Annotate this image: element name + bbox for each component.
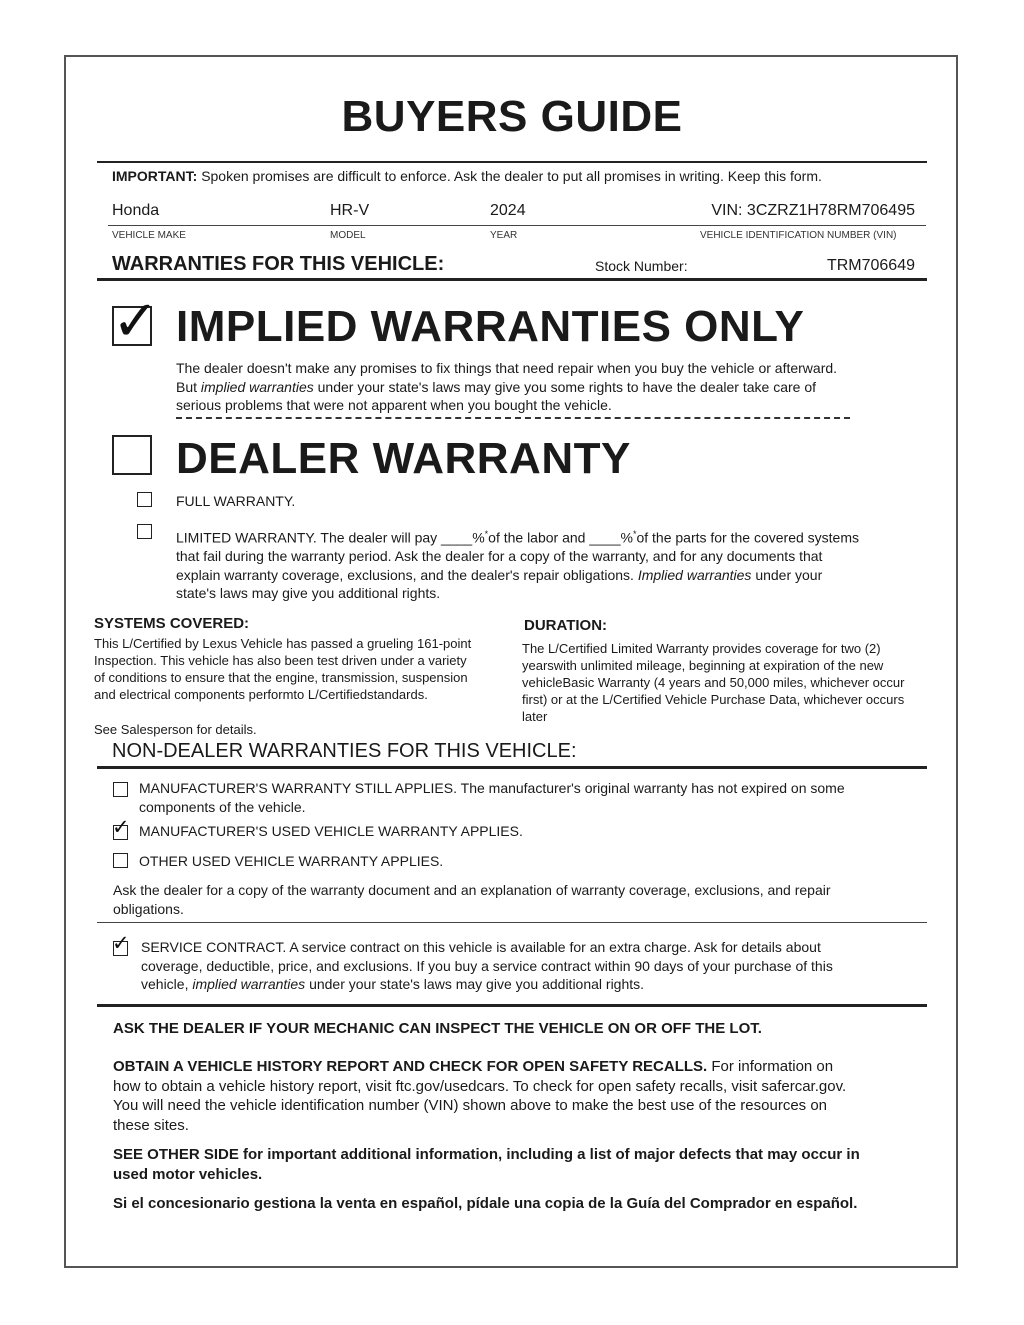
dashed-divider	[176, 417, 850, 419]
text-run: of the parts for the covered systems	[636, 529, 859, 546]
other-side-notice	[113, 1145, 913, 1184]
asterisk: *	[484, 529, 489, 539]
other-side-line: used motor vehicles.	[113, 1165, 263, 1183]
vehicle-year: 2024	[490, 202, 526, 219]
full-warranty-label: FULL WARRANTY.	[176, 493, 296, 509]
text-run-emphasis: Implied warranties	[637, 566, 752, 583]
vehicle-make-label: VEHICLE MAKE	[112, 230, 186, 241]
warranties-heading: WARRANTIES FOR THIS VEHICLE:	[112, 253, 445, 275]
service-line	[141, 975, 921, 994]
stock-number-value: TRM706649	[826, 257, 915, 274]
other-side-line	[113, 1145, 913, 1165]
limited-line	[176, 525, 916, 547]
spanish-notice: Si el concesionario gestiona la venta en español, pídale una copia de la Guía del Comprador en español.	[113, 1195, 858, 1212]
service-contract-text	[141, 938, 921, 994]
full-warranty-checkbox[interactable]	[137, 492, 152, 507]
divider	[97, 922, 927, 923]
stock-number-label: Stock Number:	[595, 258, 688, 274]
duration-line: yearswith unlimited mileage, beginning at expiration of the new	[522, 658, 884, 673]
vehicle-underline	[108, 225, 926, 226]
implied-line	[176, 378, 916, 397]
vehicle-model-label: MODEL	[330, 230, 366, 241]
text-run: For information on	[707, 1058, 834, 1075]
history-line: how to obtain a vehicle history report, visit ftc.gov/usedcars. To check for open safety recalls, visit safercar.gov.	[113, 1077, 847, 1095]
vehicle-model: HR-V	[330, 202, 370, 219]
page-title: BUYERS GUIDE	[341, 92, 683, 141]
mechanic-notice: ASK THE DEALER IF YOUR MECHANIC CAN INSPECT THE VEHICLE ON OR OFF THE LOT.	[113, 1020, 762, 1037]
non-dealer-heading: NON-DEALER WARRANTIES FOR THIS VEHICLE:	[112, 740, 577, 762]
asterisk: *	[632, 529, 637, 539]
text-run: under your	[751, 566, 823, 583]
text-run: explain warranty coverage, exclusions, and the dealer's repair obligations.	[176, 566, 638, 583]
vehicle-make: Honda	[112, 202, 160, 219]
text-run: under your state's laws may give you some rights to have the dealer take care of	[313, 378, 816, 395]
text-run: under your state's laws may give you additional rights.	[305, 976, 645, 992]
limited-warranty-checkbox[interactable]	[137, 524, 152, 539]
history-notice	[113, 1057, 913, 1135]
text-run: LIMITED WARRANTY. The dealer will pay ____%	[176, 529, 485, 546]
text-run-bold: SEE OTHER SIDE	[113, 1146, 239, 1163]
limited-line: state's laws may give you additional rights.	[176, 585, 441, 602]
manufacturer-used-warranty-label: MANUFACTURER'S USED VEHICLE WARRANTY APPLIES.	[139, 823, 523, 839]
vehicle-vin: VIN: 3CZRZ1H78RM706495	[711, 202, 915, 219]
duration-line: The L/Certified Limited Warranty provides coverage for two (2)	[522, 641, 881, 656]
history-line: You will need the vehicle identification number (VIN) shown above to make the best use of the resources on	[113, 1097, 828, 1114]
text-run-emphasis: implied warranties	[200, 378, 314, 395]
duration-line: vehicleBasic Warranty (4 years and 50,000 miles, whichever occur	[522, 675, 905, 690]
divider	[97, 161, 927, 163]
service-line: SERVICE CONTRACT. A service contract on this vehicle is available for an extra charge. Ask for details about	[141, 939, 821, 955]
important-text: Spoken promises are difficult to enforce. Ask the dealer to put all promises in writing. Keep this form.	[201, 168, 822, 184]
systems-covered-text	[94, 635, 514, 703]
vehicle-vin-label: VEHICLE IDENTIFICATION NUMBER (VIN)	[700, 230, 897, 241]
limited-line: that fail during the warranty period. Ask the dealer for a copy of the warranty, and for any documents that	[176, 548, 823, 565]
divider-thick	[97, 278, 927, 281]
text-run: of the labor and ____%	[488, 529, 633, 546]
see-salesperson: See Salesperson for details.	[94, 722, 257, 737]
text-run: vehicle,	[141, 976, 193, 992]
important-notice	[112, 167, 822, 185]
systems-line: Inspection. This vehicle has also been test driven under a variety	[94, 653, 467, 668]
history-line: these sites.	[113, 1116, 189, 1134]
text-run: But	[176, 378, 201, 395]
other-used-warranty-label: OTHER USED VEHICLE WARRANTY APPLIES.	[139, 853, 444, 869]
systems-line: and electrical components performto L/Certifiedstandards.	[94, 687, 428, 702]
manufacturer-warranty-text	[139, 779, 919, 816]
check-icon: ✓	[112, 932, 130, 955]
text-run: for important additional information, including a list of major defects that may occur in	[238, 1146, 860, 1163]
dealer-warranty-heading: DEALER WARRANTY	[176, 434, 631, 483]
dealer-warranty-checkbox[interactable]	[112, 435, 152, 475]
other-used-warranty-checkbox[interactable]	[113, 853, 128, 868]
manufacturer-warranty-checkbox[interactable]	[113, 782, 128, 797]
duration-heading: DURATION:	[524, 617, 608, 634]
service-line: coverage, deductible, price, and exclusions. If you buy a service contract within 90 days of your purchase of this	[141, 957, 833, 974]
duration-line: later	[522, 709, 548, 724]
implied-line: The dealer doesn't make any promises to fix things that need repair when you buy the vehicle or afterward.	[176, 360, 838, 376]
important-label: IMPORTANT:	[112, 168, 198, 184]
vehicle-year-label: YEAR	[490, 230, 518, 241]
limited-warranty-text	[176, 525, 916, 603]
implied-warranties-heading: IMPLIED WARRANTIES ONLY	[176, 302, 805, 351]
mfr-line: components of the vehicle.	[139, 798, 306, 815]
systems-line: of conditions to ensure that the engine, transmission, suspension	[94, 670, 468, 685]
duration-text	[522, 640, 942, 725]
text-run-emphasis: implied warranties	[192, 976, 306, 992]
divider-thick	[97, 766, 927, 769]
ask-line: obligations.	[113, 900, 184, 917]
mfr-line: MANUFACTURER'S WARRANTY STILL APPLIES. The manufacturer's original warranty has not expired on some	[139, 780, 845, 796]
check-icon: ✓	[112, 289, 159, 352]
ask-line: Ask the dealer for a copy of the warranty document and an explanation of warranty coverage, exclusions, and repair	[113, 882, 831, 898]
implied-line: serious problems that were not apparent when you bought the vehicle.	[176, 397, 612, 413]
divider-thick	[97, 1004, 927, 1007]
implied-warranties-text	[176, 359, 916, 415]
check-icon: ✓	[112, 816, 130, 839]
ask-dealer-text	[113, 881, 913, 918]
text-run-bold: OBTAIN A VEHICLE HISTORY REPORT AND CHECK FOR OPEN SAFETY RECALLS.	[113, 1058, 708, 1075]
history-line	[113, 1057, 913, 1077]
limited-line	[176, 566, 916, 585]
systems-line: This L/Certified by Lexus Vehicle has passed a grueling 161-point	[94, 636, 472, 651]
systems-covered-heading: SYSTEMS COVERED:	[94, 615, 250, 632]
duration-line: first) or at the L/Certified Vehicle Purchase Data, whichever occurs	[522, 692, 905, 707]
